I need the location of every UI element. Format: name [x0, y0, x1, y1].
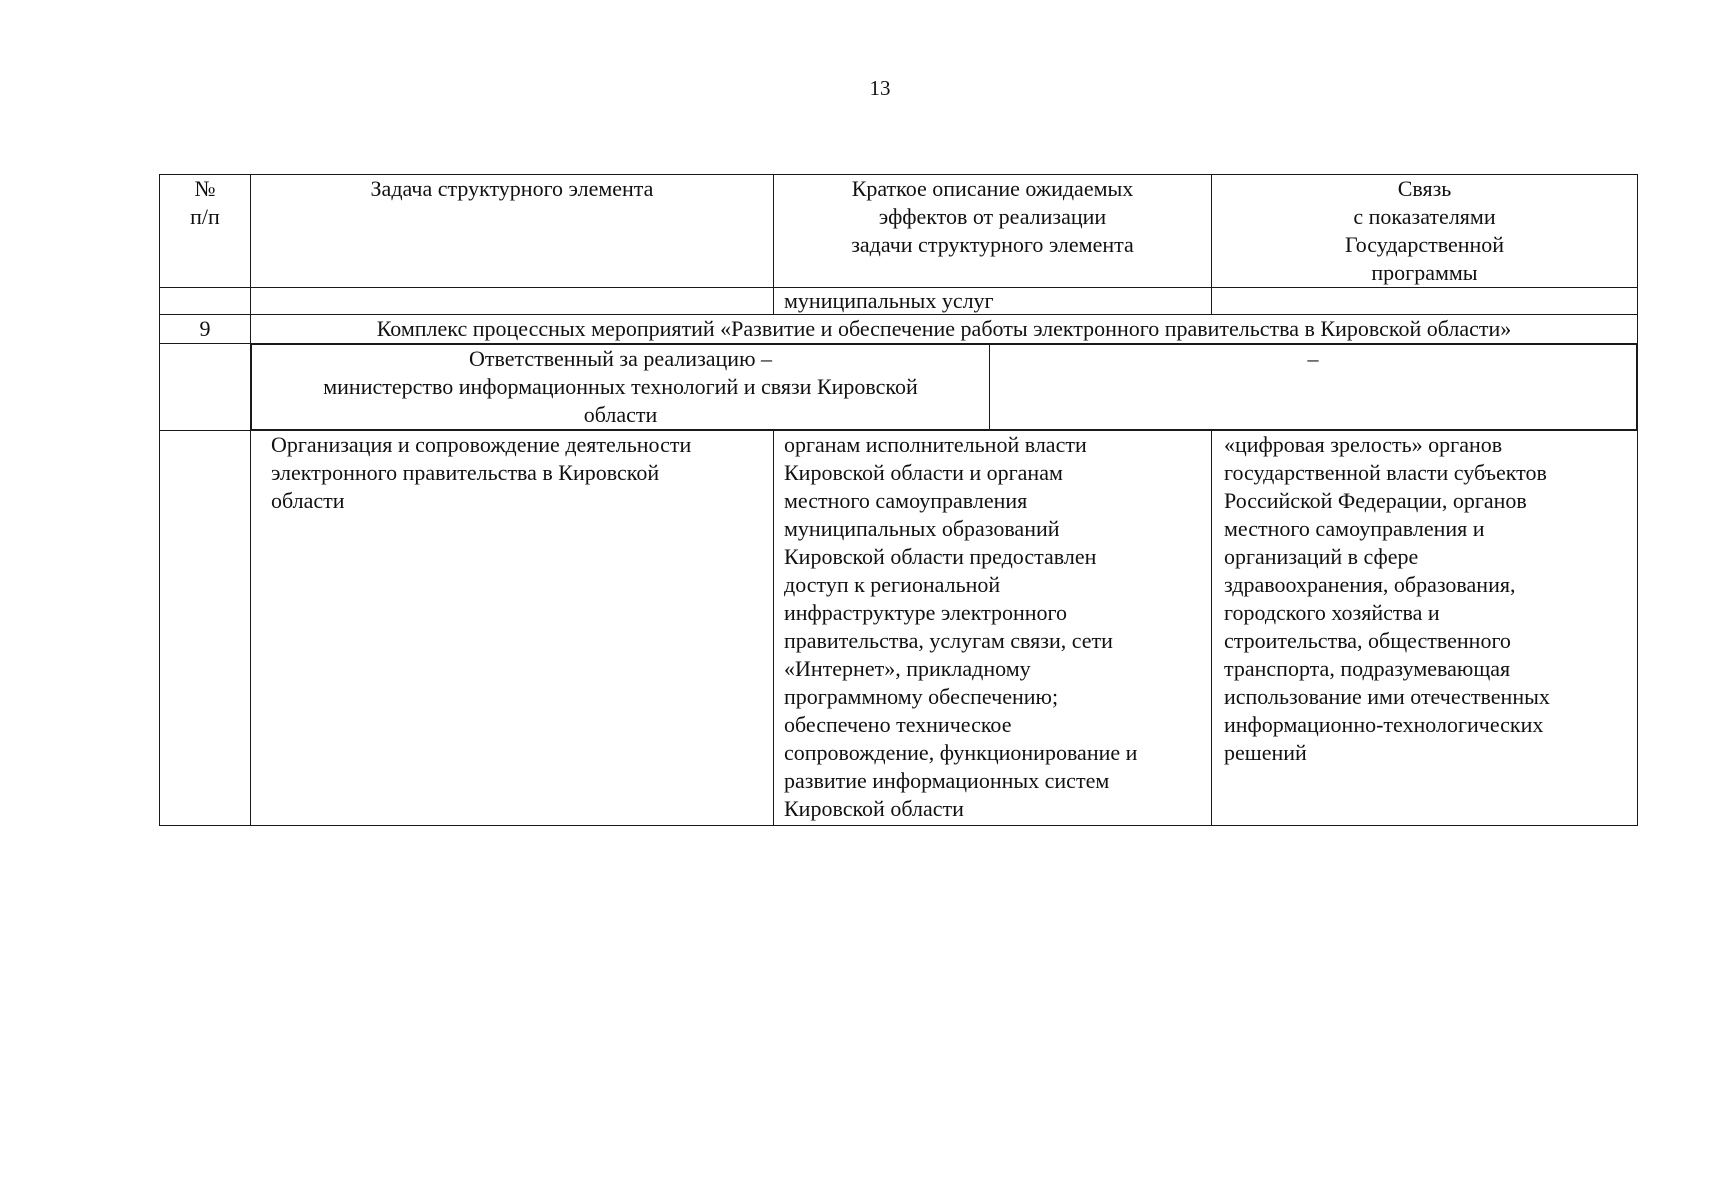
responsible-number-cell [160, 344, 251, 431]
responsible-row [160, 344, 1638, 431]
main-number-cell [160, 431, 251, 826]
main-task: Организация и сопровождение деятельности электронного правительства в Кировской области [251, 431, 774, 826]
continuation-task-cell [251, 288, 774, 315]
complex-number: 9 [160, 315, 251, 344]
table-header-row [160, 175, 1638, 288]
header-number: № п/п [160, 175, 251, 288]
complex-title: Комплекс процессных мероприятий «Развитие и обеспечение работы электронного правительства в Кировской области» [251, 315, 1638, 344]
main-effects: органам исполнительной власти Кировской области и органам местного самоуправления муниципальных образований Кировской области предоставлен доступ к региональной инфраструктуре электронного правительства, услугам связи, сети «Интернет», прикладному программному обеспечению; обеспечено техническое сопровождение, функционирование и развитие информационных систем Кировской области [774, 431, 1212, 826]
measures-table [159, 174, 1638, 826]
main-link: «цифровая зрелость» органов государственной власти субъектов Российской Федерации, органов местного самоуправления и организаций в сфере здравоохранения, образования, городского хозяйства и строительства, общественного транспорта, подразумевающая использование ими отечественных информационно-технологических решений [1212, 431, 1638, 826]
header-task: Задача структурного элемента [251, 175, 774, 288]
responsible-value: – [990, 345, 1637, 430]
continuation-number-cell [160, 288, 251, 315]
continuation-effects-cell: муниципальных услуг [774, 288, 1212, 315]
responsible-inner [251, 344, 1637, 430]
continuation-row [160, 288, 1638, 315]
complex-row [160, 315, 1638, 344]
table-row [160, 431, 1638, 826]
page-number: 13 [869, 76, 891, 100]
header-link: Связь с показателями Государственной программы [1212, 175, 1638, 288]
header-effects: Краткое описание ожидаемых эффектов от реализации задачи структурного элемента [774, 175, 1212, 288]
continuation-link-cell [1212, 288, 1638, 315]
responsible-label: Ответственный за реализацию – министерство информационных технологий и связи Кировской области [252, 345, 990, 430]
responsible-cell [251, 344, 1638, 431]
